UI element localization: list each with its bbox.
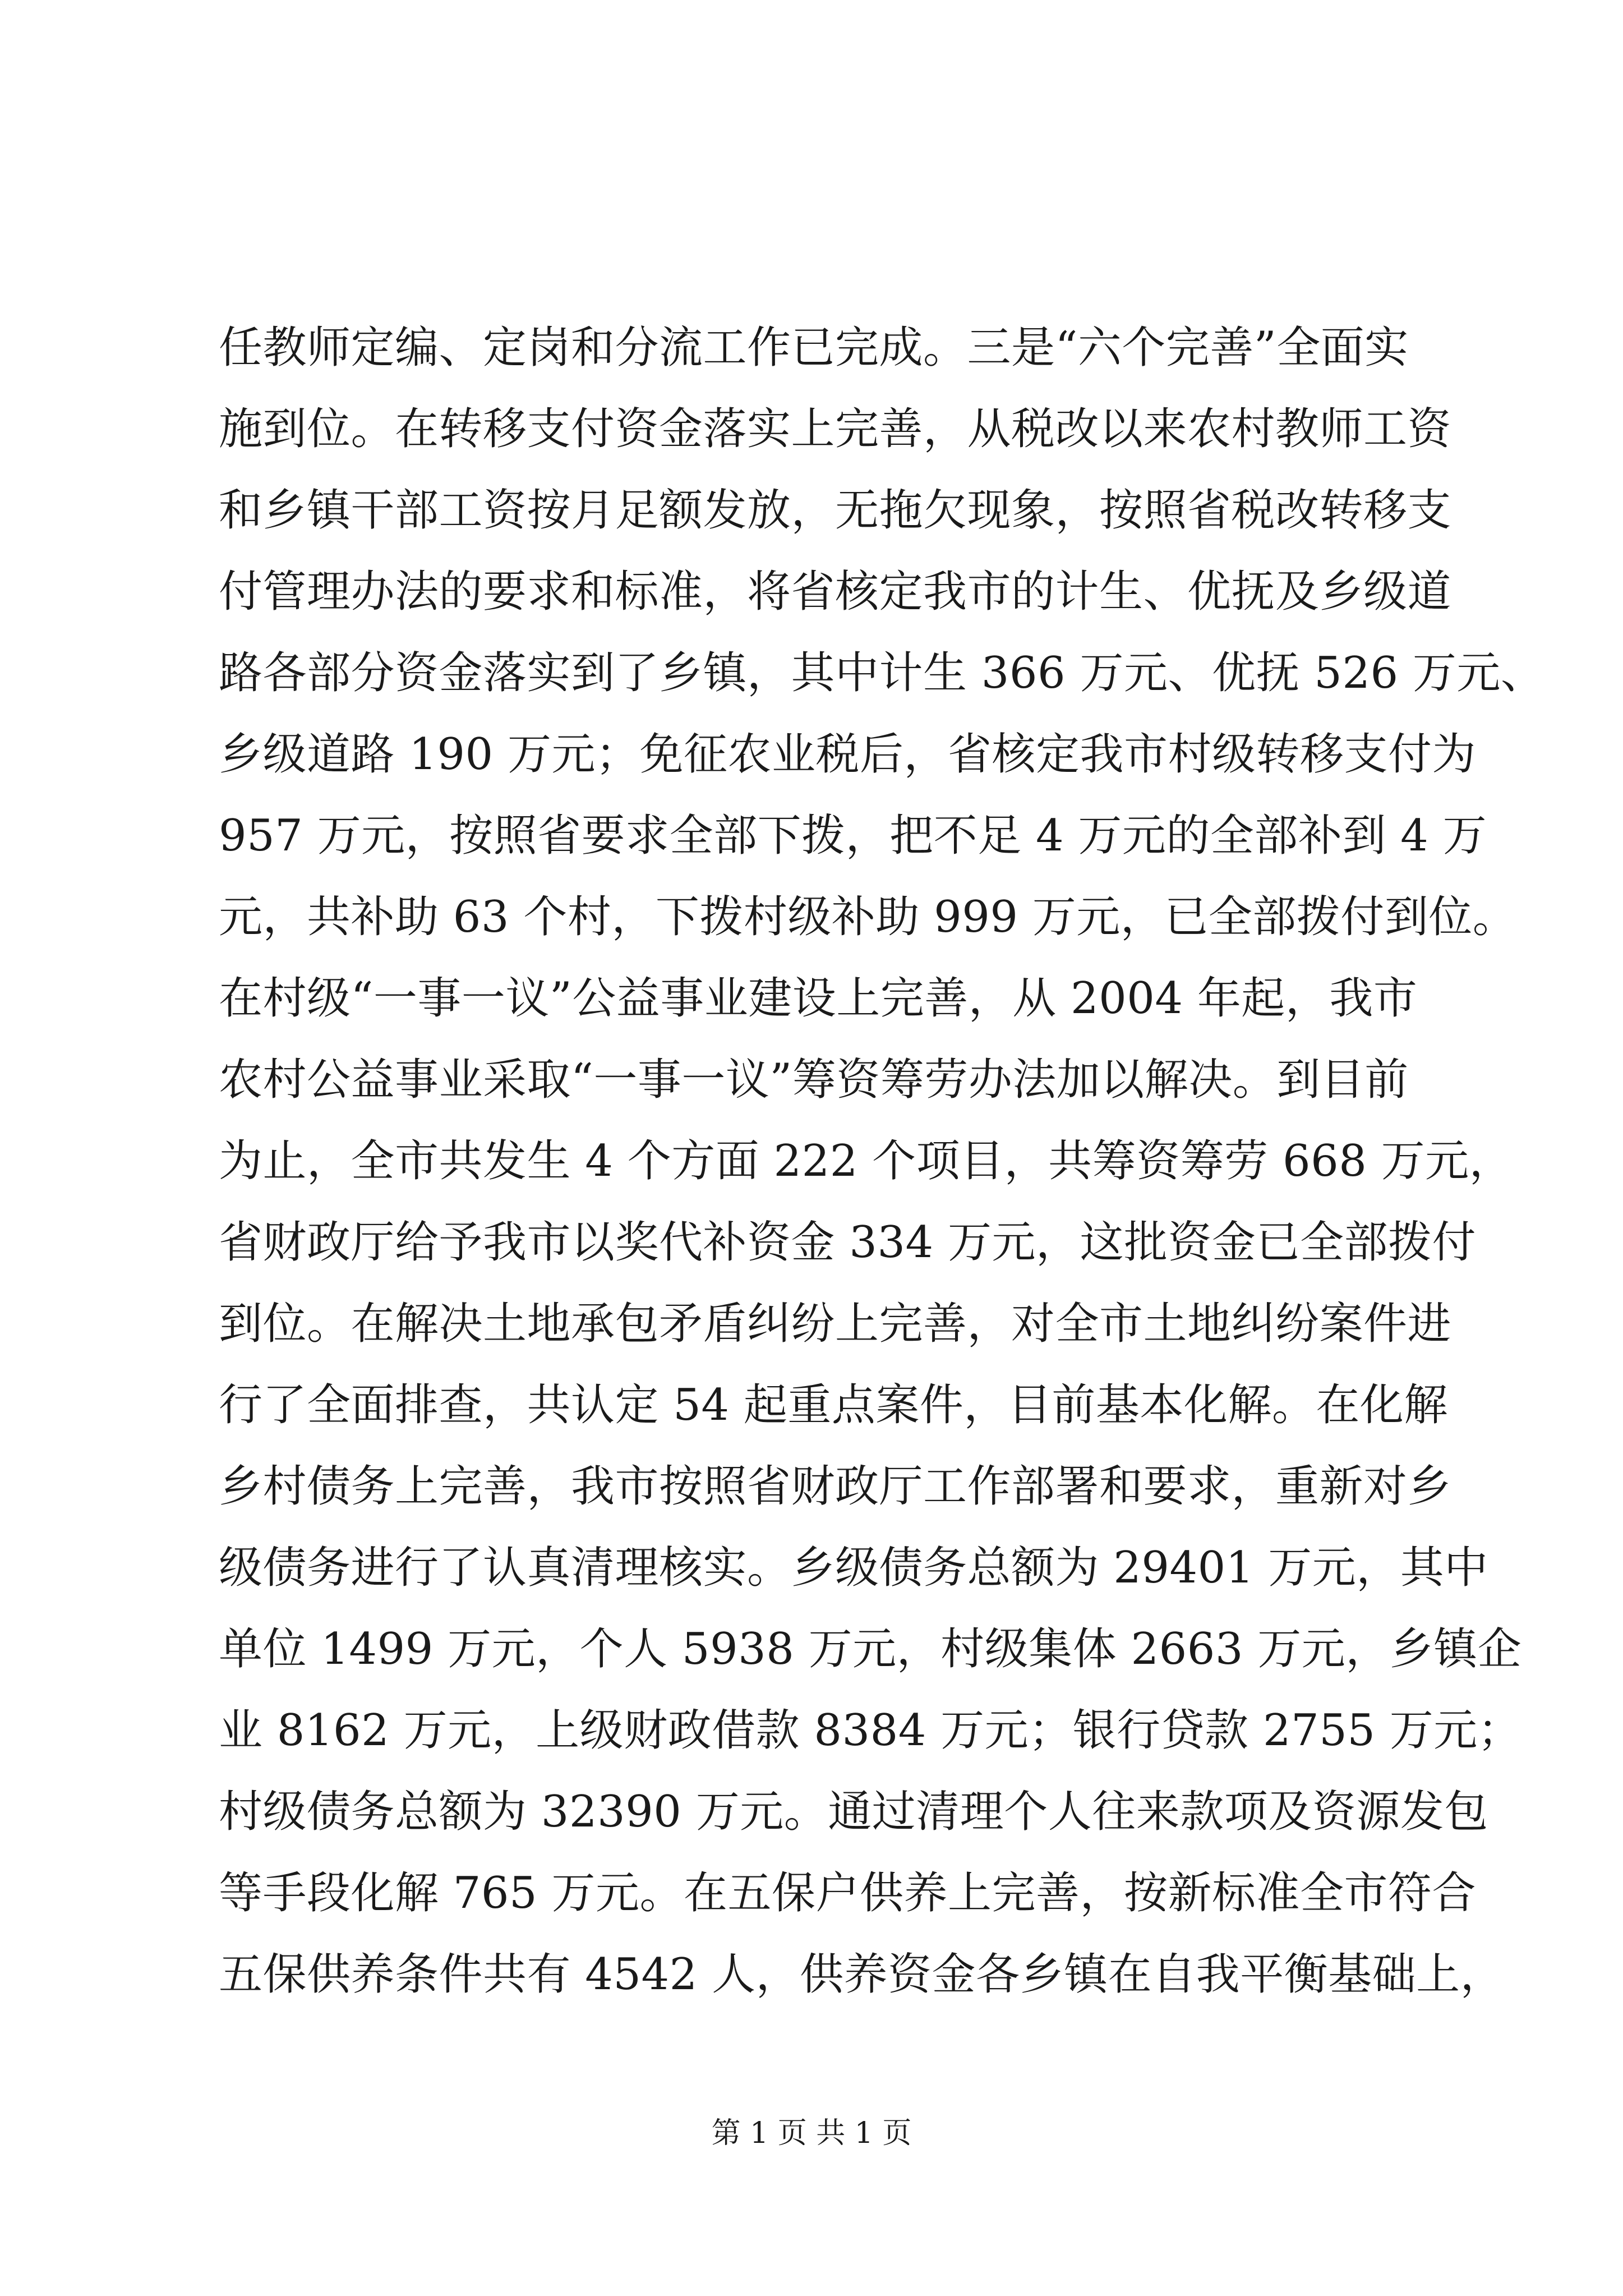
page-footer bbox=[0, 2114, 1623, 2153]
text-line: 为止，全市共发生 4 个方面 222 个项目，共筹资筹劳 668 万元， bbox=[219, 1136, 1514, 1186]
text-line: 任教师定编、定岗和分流工作已完成。三是“六个完善”全面实 bbox=[219, 323, 1409, 373]
text-line: 路各部分资金落实到了乡镇，其中计生 366 万元、优抚 526 万元、 bbox=[219, 648, 1545, 698]
page-number-label: 第 1 页 共 1 页 bbox=[711, 2116, 912, 2150]
text-line: 单位 1499 万元，个人 5938 万元，村级集体 2663 万元，乡镇企 bbox=[219, 1624, 1522, 1674]
body-text bbox=[219, 307, 1545, 2016]
text-line: 农村公益事业采取“一事一议”筹资筹劳办法加以解决。到目前 bbox=[219, 1055, 1409, 1105]
text-line: 等手段化解 765 万元。在五保户供养上完善，按新标准全市符合 bbox=[219, 1868, 1476, 1918]
text-line: 957 万元，按照省要求全部下拨，把不足 4 万元的全部补到 4 万 bbox=[219, 811, 1487, 861]
text-line: 元，共补助 63 个村，下拨村级补助 999 万元，已全部拨付到位。 bbox=[219, 892, 1517, 942]
text-line: 业 8162 万元，上级财政借款 8384 万元；银行贷款 2755 万元； bbox=[219, 1705, 1522, 1756]
text-line: 乡级道路 190 万元；免征农业税后，省核定我市村级转移支付为 bbox=[219, 729, 1476, 780]
text-line: 和乡镇干部工资按月足额发放，无拖欠现象，按照省税改转移支 bbox=[219, 485, 1452, 536]
text-line: 付管理办法的要求和标准，将省核定我市的计生、优抚及乡级道 bbox=[219, 567, 1452, 617]
text-line: 到位。在解决土地承包矛盾纠纷上完善，对全市土地纠纷案件进 bbox=[219, 1299, 1452, 1349]
text-line: 省财政厅给予我市以奖代补资金 334 万元，这批资金已全部拨付 bbox=[219, 1217, 1476, 1268]
text-line: 行了全面排查，共认定 54 起重点案件，目前基本化解。在化解 bbox=[219, 1380, 1448, 1430]
text-line: 乡村债务上完善，我市按照省财政厅工作部署和要求，重新对乡 bbox=[219, 1461, 1452, 1512]
text-line: 村级债务总额为 32390 万元。通过清理个人往来款项及资源发包 bbox=[219, 1787, 1488, 1837]
text-line: 在村级“一事一议”公益事业建设上完善，从 2004 年起，我市 bbox=[219, 973, 1418, 1024]
text-line: 级债务进行了认真清理核实。乡级债务总额为 29401 万元，其中 bbox=[219, 1543, 1488, 1593]
text-line: 五保供养条件共有 4542 人，供养资金各乡镇在自我平衡基础上， bbox=[219, 1949, 1505, 2000]
text-line: 施到位。在转移支付资金落实上完善，从税改以来农村教师工资 bbox=[219, 404, 1452, 454]
